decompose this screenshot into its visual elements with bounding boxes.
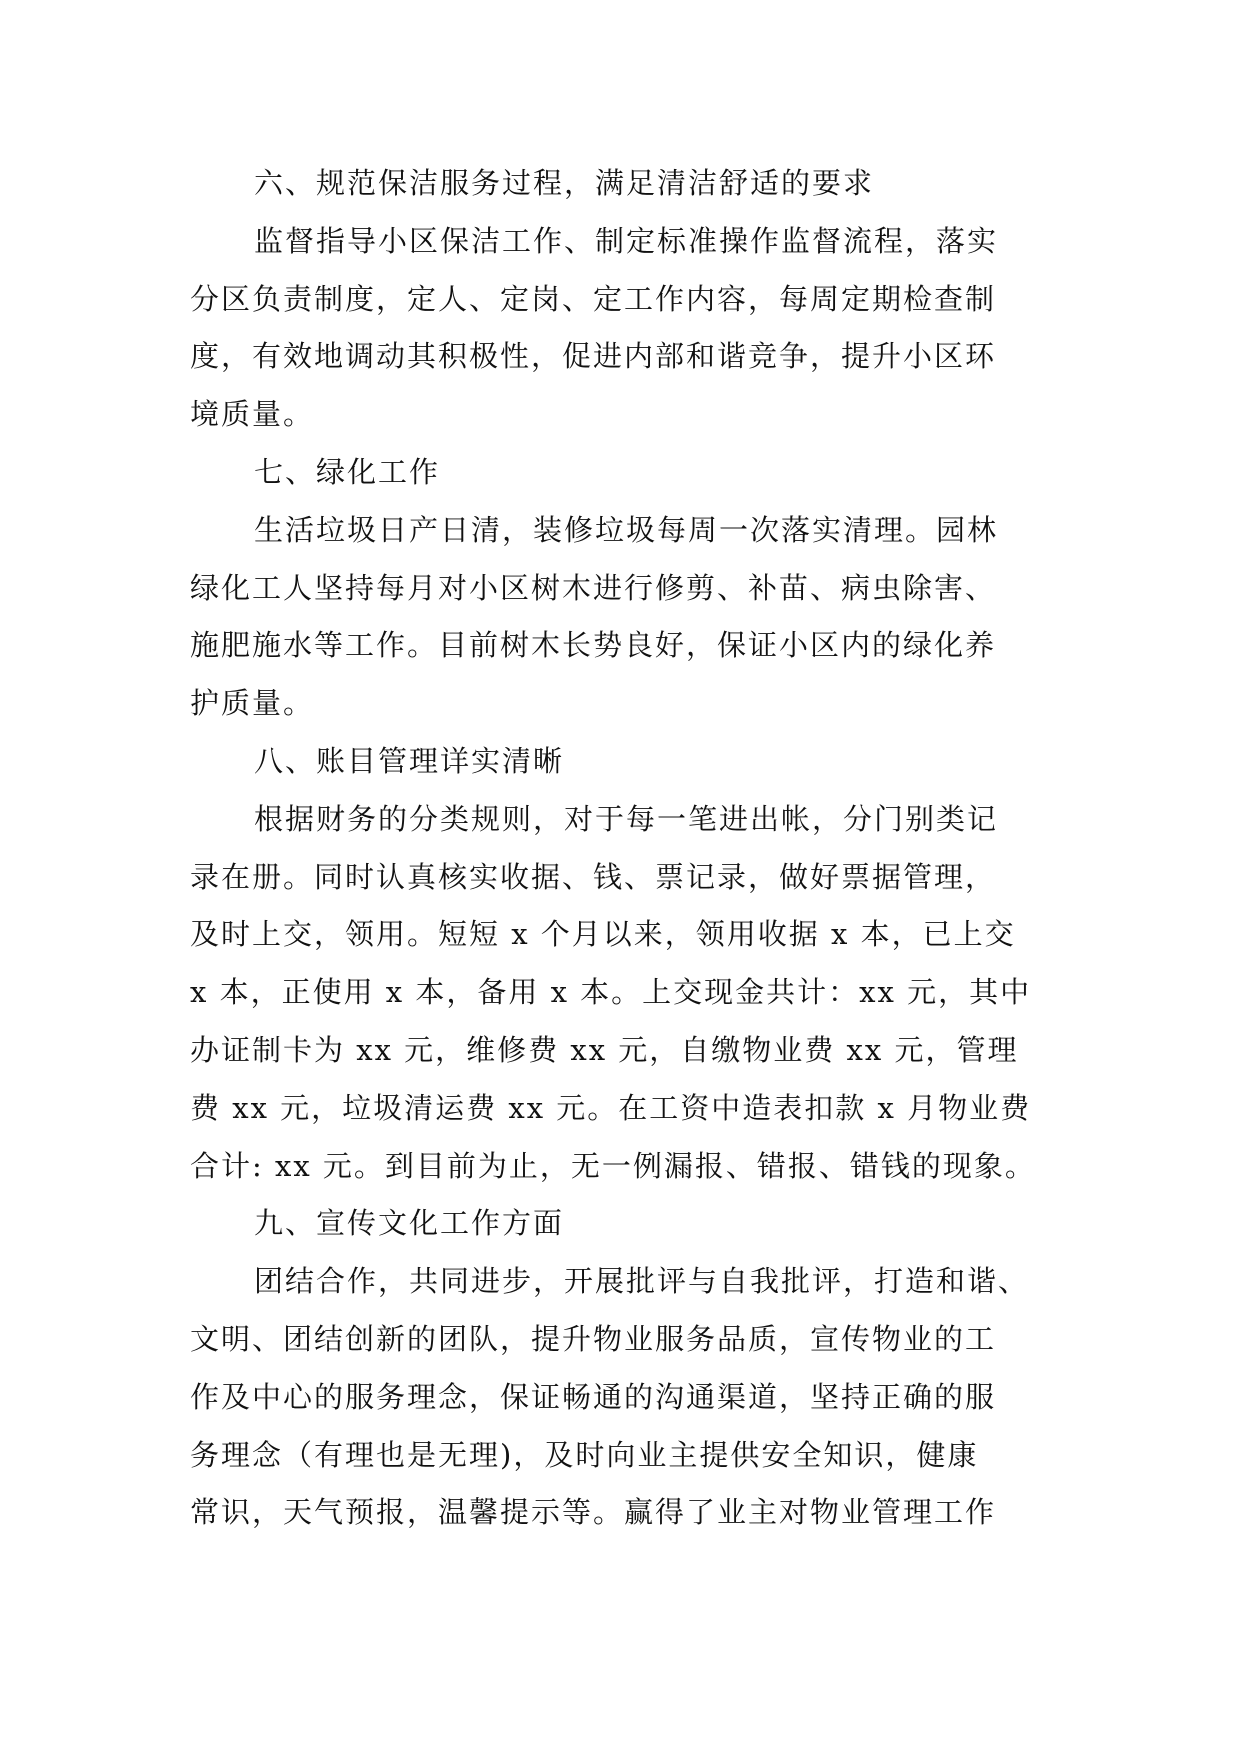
- paragraph-line: 施肥施水等工作。目前树木长势良好，保证小区内的绿化养: [190, 628, 997, 663]
- section-heading-eight: 八、账目管理详实清晰: [254, 743, 565, 778]
- section-heading-nine: 九、宣传文化工作方面: [254, 1206, 565, 1241]
- paragraph-line: 费 xx 元，垃圾清运费 xx 元。在工资中造表扣款 x 月物业费: [190, 1090, 1032, 1125]
- section-heading-seven: 七、绿化工作: [254, 454, 441, 489]
- paragraph-line: 分区负责制度，定人、定岗、定工作内容，每周定期检查制: [190, 281, 997, 316]
- paragraph-line: 根据财务的分类规则，对于每一笔进出帐，分门别类记: [254, 801, 999, 836]
- paragraph-line: 务理念（有理也是无理)，及时向业主提供安全知识，健康: [190, 1437, 979, 1472]
- paragraph-line: 团结合作，共同进步，开展批评与自我批评，打造和谐、: [254, 1264, 1030, 1299]
- section-heading-six: 六、规范保洁服务过程，满足清洁舒适的要求: [254, 166, 875, 200]
- paragraph-line: 度，有效地调动其积极性，促进内部和谐竞争，提升小区环: [190, 339, 997, 374]
- paragraph-line: 境质量。: [190, 397, 315, 432]
- paragraph-line: 监督指导小区保洁工作、制定标准操作监督流程，落实: [254, 223, 999, 258]
- paragraph-line: 生活垃圾日产日清，装修垃圾每周一次落实清理。园林: [254, 512, 999, 547]
- paragraph-line: 作及中心的服务理念，保证畅通的沟通渠道，坚持正确的服: [190, 1379, 997, 1414]
- paragraph-line: 合计: xx 元。到目前为止，无一例漏报、错报、错钱的现象。: [190, 1148, 1036, 1183]
- paragraph-line: 常识，天气预报，温馨提示等。赢得了业主对物业管理工作: [190, 1495, 997, 1530]
- document-body: [190, 155, 1050, 1542]
- paragraph-line: x 本，正使用 x 本，备用 x 本。上交现金共计：xx 元，其中: [190, 975, 1032, 1010]
- paragraph-line: 办证制卡为 xx 元，维修费 xx 元，自缴物业费 xx 元，管理: [190, 1032, 1019, 1067]
- paragraph-line: 护质量。: [190, 686, 315, 721]
- paragraph-line: 及时上交，领用。短短 x 个月以来，领用收据 x 本，已上交: [190, 917, 1016, 952]
- paragraph-line: 录在册。同时认真核实收据、钱、票记录，做好票据管理，: [190, 859, 997, 894]
- paragraph-line: 绿化工人坚持每月对小区树木进行修剪、补苗、病虫除害、: [190, 570, 997, 605]
- paragraph-line: 文明、团结创新的团队，提升物业服务品质，宣传物业的工: [190, 1321, 997, 1356]
